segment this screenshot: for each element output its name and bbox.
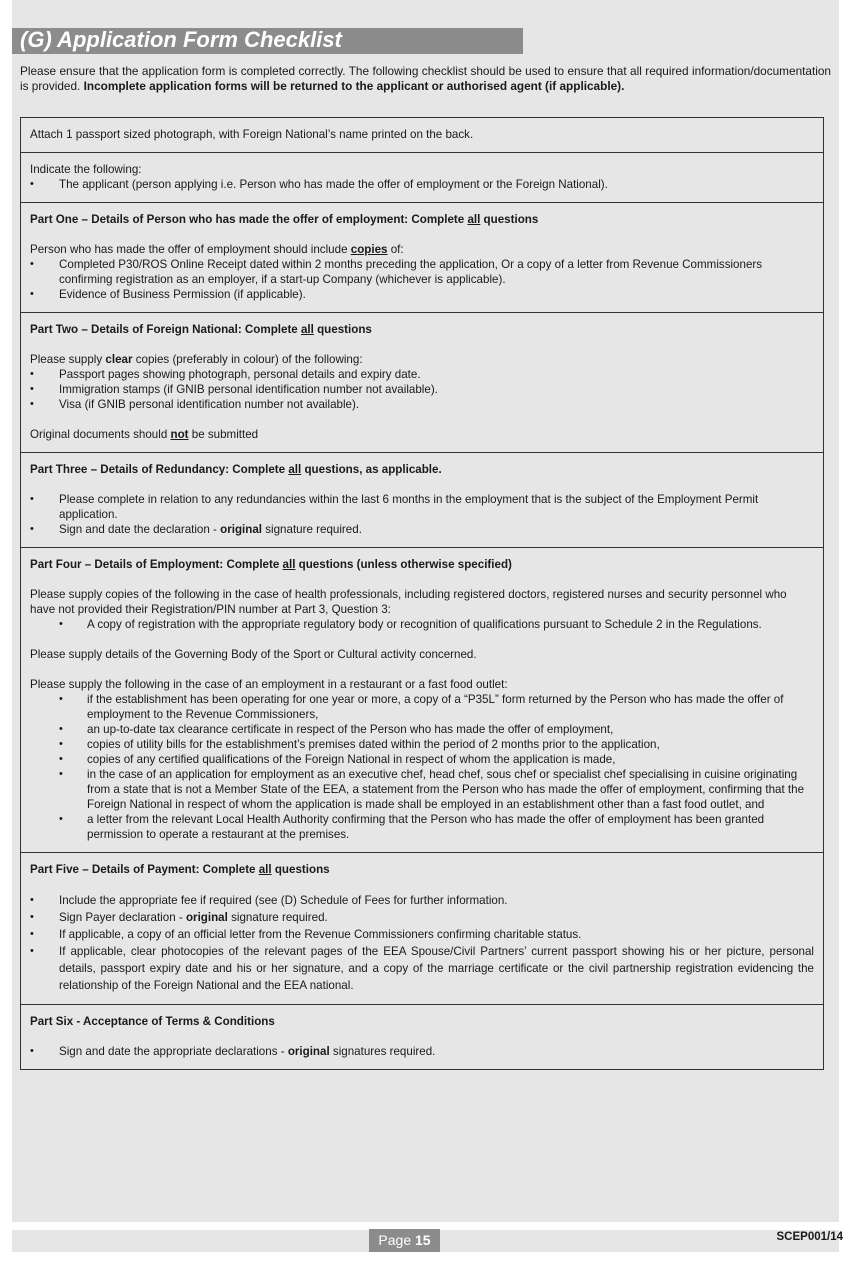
list-item: • Include the appropriate fee if required (see (D) Schedule of Fees for further information.	[30, 892, 814, 909]
part-two-heading: Part Two – Details of Foreign National: Complete all questions	[30, 323, 372, 336]
section-part-six	[21, 1004, 823, 1069]
list-item: • in the case of an application for employment as an executive chef, head chef, sous chef or specialist chef specialising in cuisine originating from a state that is not a Member State of the EEA, a statement from the Person who has made the offer of employment, confirming that the Foreign National in respect of whom the application is made shall be employed in an establishment other than a fast food outlet, and	[30, 767, 814, 812]
part-five-list	[30, 892, 814, 994]
list-item: • copies of utility bills for the establishment’s premises dated within the period of 2 months prior to the application,	[30, 737, 814, 752]
list-item: • Sign and date the declaration - original signature required.	[30, 522, 814, 537]
part-four-para: Please supply details of the Governing Body of the Sport or Cultural activity concerned.	[30, 648, 477, 661]
list-item: • Immigration stamps (if GNIB personal identification number not available).	[30, 382, 814, 397]
part-two-list	[30, 367, 814, 412]
part-one-list	[30, 257, 814, 302]
part-six-heading: Part Six - Acceptance of Terms & Conditions	[30, 1015, 275, 1028]
part-four-list-health	[30, 617, 814, 632]
intro-bold-warning: Incomplete application forms will be returned to the applicant or authorised agent (if applicable).	[83, 79, 625, 93]
part-five-heading: Part Five – Details of Payment: Complete all questions	[30, 863, 330, 876]
list-item: • If applicable, clear photocopies of the relevant pages of the EEA Spouse/Civil Partners’ current passport showing his or her picture, personal details, passport expiry date and his or her signature, and a copy of the marriage certificate or the civil partnership registration evidencing the relationship of the Foreign National and the EEA national.	[30, 943, 814, 994]
list-item: • A copy of registration with the appropriate regulatory body or recognition of qualifications pursuant to Schedule 2 in the Regulations.	[30, 617, 814, 632]
list-item: • Passport pages showing photograph, personal details and expiry date.	[30, 367, 814, 382]
section-photo	[21, 118, 823, 152]
part-three-list	[30, 492, 814, 537]
part-one-lead: Person who has made the offer of employment should include copies of:	[30, 243, 404, 256]
list-item: • copies of any certified qualifications of the Foreign National in respect of whom the application is made,	[30, 752, 814, 767]
list-item: • Sign and date the appropriate declarations - original signatures required.	[30, 1044, 814, 1059]
part-four-heading: Part Four – Details of Employment: Complete all questions (unless otherwise specified)	[30, 558, 512, 571]
section-part-five	[21, 852, 823, 1004]
list-item: • an up-to-date tax clearance certificate in respect of the Person who has made the offer of employment,	[30, 722, 814, 737]
list-item: • a letter from the relevant Local Health Authority confirming that the Person who has made the offer of employment has been granted permission to operate a restaurant at the premises.	[30, 812, 814, 842]
page-number: 15	[415, 1232, 431, 1248]
list-item: • Completed P30/ROS Online Receipt dated within 2 months preceding the application, Or a copy of a letter from Revenue Commissioners confirming registration as an employer, if a start-up Company (whichever is applicable).	[30, 257, 814, 287]
part-two-note: Original documents should not be submitted	[30, 428, 259, 441]
list-item: • Sign Payer declaration - original signature required.	[30, 909, 814, 926]
section-indicate	[21, 152, 823, 202]
list-item: • Visa (if GNIB personal identification number not available).	[30, 397, 814, 412]
part-two-lead: Please supply clear copies (preferably in colour) of the following:	[30, 353, 363, 366]
indicate-list	[30, 177, 814, 192]
page-number-box	[369, 1229, 440, 1252]
list-item: • Please complete in relation to any redundancies within the last 6 months in the employment that is the subject of the Employment Permit application.	[30, 492, 814, 522]
list-item: • if the establishment has been operating for one year or more, a copy of a “P35L” form returned by the Person who has made the offer of employment to the Revenue Commissioners,	[30, 692, 814, 722]
intro-text: Please ensure that the application form is completed correctly. The following checklist should be used to ensure that all required information/documentation is provided.	[20, 64, 831, 93]
part-four-para: Please supply the following in the case of an employment in a restaurant or a fast food outlet:	[30, 678, 508, 691]
list-item: • The applicant (person applying i.e. Person who has made the offer of employment or the Foreign National).	[30, 177, 814, 192]
photo-text: Attach 1 passport sized photograph, with Foreign National’s name printed on the back.	[30, 128, 474, 141]
page-label: Page	[378, 1232, 412, 1248]
section-part-two	[21, 312, 823, 452]
section-part-four	[21, 547, 823, 852]
intro-paragraph	[20, 64, 831, 94]
part-four-list-restaurant	[30, 692, 814, 842]
checklist-table	[20, 117, 824, 1070]
document-code: SCEP001/14	[776, 1231, 843, 1243]
page-title: (G) Application Form Checklist	[20, 27, 342, 52]
section-part-three	[21, 452, 823, 547]
list-item: • Evidence of Business Permission (if applicable).	[30, 287, 814, 302]
part-four-para: Please supply copies of the following in the case of health professionals, including registered doctors, registered nurses and security personnel who have not provided their Registration/PIN number at Part 3, Question 3:	[30, 588, 787, 616]
part-six-list	[30, 1044, 814, 1059]
part-three-heading: Part Three – Details of Redundancy: Complete all questions, as applicable.	[30, 463, 442, 476]
indicate-text: Indicate the following:	[30, 163, 142, 176]
section-part-one	[21, 202, 823, 312]
part-one-heading: Part One – Details of Person who has made the offer of employment: Complete all questions	[30, 213, 539, 226]
list-item: • If applicable, a copy of an official letter from the Revenue Commissioners confirming charitable status.	[30, 926, 814, 943]
